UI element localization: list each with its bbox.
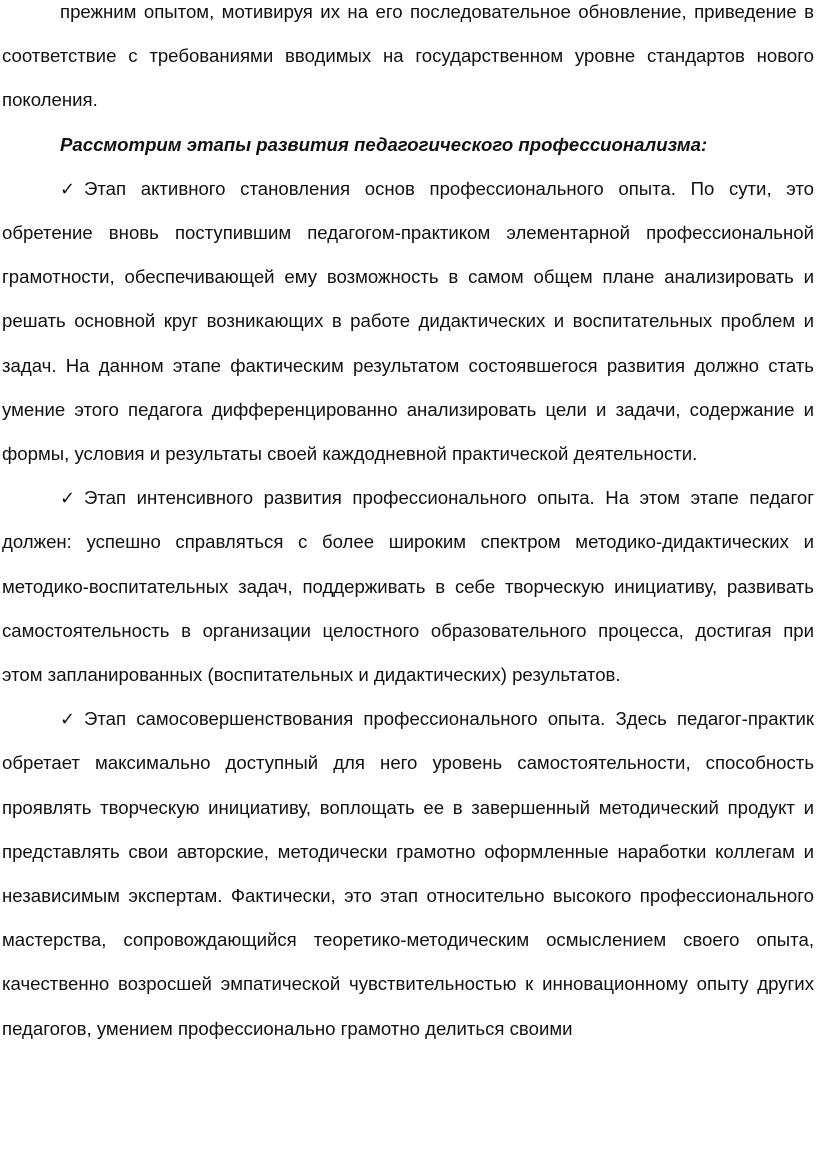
checkmark-icon: ✓ <box>60 488 76 509</box>
paragraph-intro-continuation <box>2 0 814 123</box>
list-item-text: Этап активного становления основ профессионального опыта. По сути, это обретение вновь поступившим педагогом-практиком элементарной профессиональной грамотности, обеспечивающей ему возможность в самом общем плане анализировать и решать основной круг возникающих в работе дидактических и воспитательных проблем и задач. На данном этапе фактическим результатом состоявшегося развития должно стать умение этого педагога дифференцированно анализировать цели и задачи, содержание и формы, условия и результаты своей каждодневной практической деятельности. <box>2 177 814 465</box>
checkmark-icon: ✓ <box>60 178 76 199</box>
heading-text: Рассмотрим этапы развития педагогического профессионализма: <box>60 133 708 155</box>
checkmark-icon: ✓ <box>60 709 76 730</box>
section-heading <box>2 123 814 167</box>
list-item-text: Этап интенсивного развития профессионального опыта. На этом этапе педагог должен: успешно справляться с более широким спектром методико-дидактических и методико-воспитательных задач, поддерживать в себе творческую инициативу, развивать самостоятельность в организации целостного образовательного процесса, достигая при этом запланированных (воспитательных и дидактических) результатов. <box>2 487 814 686</box>
list-item-stage-3 <box>2 697 814 1051</box>
list-item-stage-2 <box>2 476 814 697</box>
paragraph-text: прежним опытом, мотивируя их на его последовательное обновление, приведение в соответствие с требованиями вводимых на государственном уровне стандартов нового поколения. <box>2 1 814 111</box>
list-item-stage-1 <box>2 167 814 476</box>
list-item-text: Этап самосовершенствования профессионального опыта. Здесь педагог-практик обретает максимально доступный для него уровень самостоятельности, способность проявлять творческую инициативу, воплощать ее в завершенный методический продукт и представлять свои авторские, методически грамотно оформленные наработки коллегам и независимым экспертам. Фактически, это этап относительно высокого профессионального мастерства, сопровождающийся теоретико-методическим осмыслением своего опыта, качественно возросшей эмпатической чувствительностью к инновационному опыту других педагогов, умением профессионально грамотно делиться своими <box>2 708 814 1039</box>
